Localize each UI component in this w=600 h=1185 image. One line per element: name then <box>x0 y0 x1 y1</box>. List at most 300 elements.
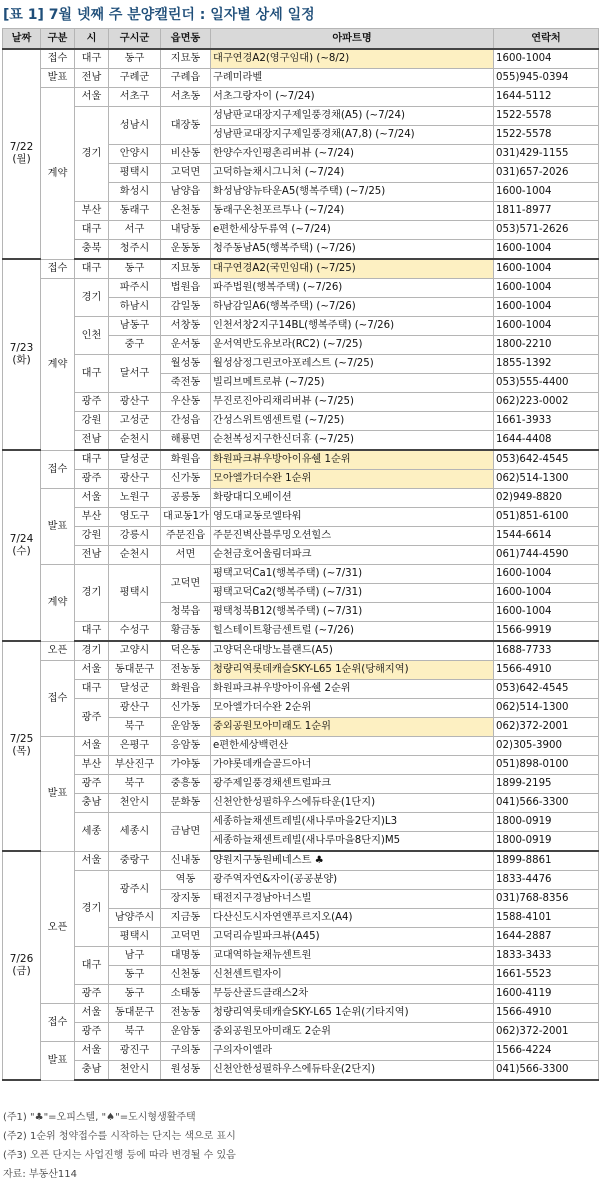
apartment-cell: 중외공원모아미래도 1순위 <box>211 718 494 737</box>
contact-cell: 1899-2195 <box>494 775 599 794</box>
apartment-cell: 청량리역롯데캐슬SKY-L65 1순위(기타지역) <box>211 1004 494 1023</box>
district-cell: 노원구 <box>109 489 161 508</box>
contact-cell: 041)566-3300 <box>494 794 599 813</box>
contact-cell: 02)949-8820 <box>494 489 599 508</box>
contact-cell: 041)566-3300 <box>494 1061 599 1081</box>
city-cell: 대구 <box>75 221 109 240</box>
district-cell: 평택시 <box>109 928 161 947</box>
town-cell: 지묘동 <box>161 259 211 279</box>
contact-cell: 062)372-2001 <box>494 718 599 737</box>
district-cell: 동구 <box>109 985 161 1004</box>
district-cell: 동구 <box>109 49 161 69</box>
table-row <box>3 699 599 718</box>
table-row <box>3 412 599 431</box>
contact-cell: 1600-1004 <box>494 240 599 260</box>
apartment-cell: 평택청북B12(행복주택) (~7/31) <box>211 603 494 622</box>
apartment-cell: 중외공원모아미래도 2순위 <box>211 1023 494 1042</box>
town-cell: 대교동1가 <box>161 508 211 527</box>
apartment-cell: 서초그랑자이 (~7/24) <box>211 88 494 107</box>
table-row <box>3 622 599 642</box>
footnotes <box>3 1108 236 1184</box>
footnote-3: (주3) 오픈 단지는 사업진행 등에 따라 변경될 수 있음 <box>3 1150 236 1161</box>
header-district: 구시군 <box>109 29 161 50</box>
district-cell: 세종시 <box>109 813 161 852</box>
district-cell: 중랑구 <box>109 851 161 871</box>
type-cell: 접수 <box>41 450 75 489</box>
table-row <box>3 107 599 126</box>
apartment-cell: 간성스위트엠센트럴 (~7/25) <box>211 412 494 431</box>
town-cell: 지묘동 <box>161 49 211 69</box>
town-cell: 황금동 <box>161 622 211 642</box>
header-date: 날짜 <box>3 29 41 50</box>
city-cell: 경기 <box>75 107 109 202</box>
district-cell: 하남시 <box>109 298 161 317</box>
apartment-cell: 순천금호어울림더파크 <box>211 546 494 565</box>
city-cell: 부산 <box>75 756 109 775</box>
apartment-cell: 하남감일A6(행복주택) (~7/26) <box>211 298 494 317</box>
apartment-cell: 태전지구경남아너스빌 <box>211 890 494 909</box>
district-cell: 평택시 <box>109 164 161 183</box>
table-row <box>3 450 599 470</box>
district-cell: 남동구 <box>109 317 161 336</box>
day-group <box>3 450 599 641</box>
contact-cell: 1600-1004 <box>494 317 599 336</box>
type-cell: 계약 <box>41 88 75 260</box>
table-row <box>3 546 599 565</box>
apartment-cell: 순천복성지구한신더휴 (~7/25) <box>211 431 494 451</box>
district-cell: 은평구 <box>109 737 161 756</box>
header-town: 읍면동 <box>161 29 211 50</box>
apartment-cell: 청량리역롯데캐슬SKY-L65 1순위(당해지역) <box>211 661 494 680</box>
apartment-cell: 신천안한성필하우스에듀타운(1단지) <box>211 794 494 813</box>
table-row <box>3 279 599 298</box>
contact-cell: 1600-1004 <box>494 259 599 279</box>
district-cell: 영도구 <box>109 508 161 527</box>
schedule-table-wrap <box>2 28 598 1081</box>
district-cell: 서초구 <box>109 88 161 107</box>
day-group <box>3 49 599 259</box>
table-row <box>3 680 599 699</box>
city-cell: 충북 <box>75 240 109 260</box>
city-cell: 서울 <box>75 737 109 756</box>
city-cell: 대구 <box>75 355 109 393</box>
town-cell: 해룡면 <box>161 431 211 451</box>
city-cell: 대구 <box>75 450 109 470</box>
city-cell: 서울 <box>75 1004 109 1023</box>
city-cell: 경기 <box>75 565 109 622</box>
town-cell: 비산동 <box>161 145 211 164</box>
district-cell: 광산구 <box>109 699 161 718</box>
district-cell: 달성군 <box>109 680 161 699</box>
district-cell: 북구 <box>109 775 161 794</box>
contact-cell: 1833-4476 <box>494 871 599 890</box>
apartment-cell: 운서역반도유보라(RC2) (~7/25) <box>211 336 494 355</box>
apartment-cell: 신천센트럴자이 <box>211 966 494 985</box>
table-row <box>3 431 599 451</box>
type-cell: 발표 <box>41 737 75 852</box>
district-cell: 광산구 <box>109 470 161 489</box>
city-cell: 광주 <box>75 470 109 489</box>
city-cell: 경기 <box>75 279 109 317</box>
town-cell: 신천동 <box>161 966 211 985</box>
table-row <box>3 527 599 546</box>
contact-cell: 1855-1392 <box>494 355 599 374</box>
city-cell: 부산 <box>75 202 109 221</box>
contact-cell: 051)898-0100 <box>494 756 599 775</box>
contact-cell: 062)514-1300 <box>494 470 599 489</box>
table-row <box>3 794 599 813</box>
table-row <box>3 565 599 584</box>
town-cell: 서창동 <box>161 317 211 336</box>
town-cell: 고덕면 <box>161 928 211 947</box>
apartment-cell: 화성남양뉴타운A5(행복주택) (~7/25) <box>211 183 494 202</box>
contact-cell: 031)657-2026 <box>494 164 599 183</box>
type-cell: 오픈 <box>41 851 75 1004</box>
apartment-cell: 인천서창2지구14BL(행복주택) (~7/26) <box>211 317 494 336</box>
town-cell: 공릉동 <box>161 489 211 508</box>
apartment-cell: 가야롯데캐슬골드아너 <box>211 756 494 775</box>
table-row <box>3 985 599 1004</box>
town-cell: 간성읍 <box>161 412 211 431</box>
apartment-cell: 교대역하늘채뉴센트원 <box>211 947 494 966</box>
district-cell: 남양주시 <box>109 909 161 928</box>
date-cell: 7/22 (월) <box>3 49 41 259</box>
district-cell: 광진구 <box>109 1042 161 1061</box>
schedule-table <box>2 28 599 1081</box>
apartment-cell: 화원파크뷰우방아이유쉘 2순위 <box>211 680 494 699</box>
town-cell: 운암동 <box>161 718 211 737</box>
town-cell: 가야동 <box>161 756 211 775</box>
header-city: 시 <box>75 29 109 50</box>
contact-cell: 062)514-1300 <box>494 699 599 718</box>
city-cell: 대구 <box>75 622 109 642</box>
contact-cell: 051)851-6100 <box>494 508 599 527</box>
footnote-2: (주2) 1순위 청약접수를 시작하는 단지는 색으로 표시 <box>3 1131 236 1142</box>
table-row <box>3 489 599 508</box>
table-row <box>3 756 599 775</box>
town-cell: 응암동 <box>161 737 211 756</box>
town-cell: 대명동 <box>161 947 211 966</box>
city-cell: 광주 <box>75 985 109 1004</box>
contact-cell: 1800-0919 <box>494 832 599 852</box>
contact-cell: 1600-1004 <box>494 603 599 622</box>
contact-cell: 1566-9919 <box>494 622 599 642</box>
header-type: 구분 <box>41 29 75 50</box>
contact-cell: 1600-1004 <box>494 49 599 69</box>
apartment-cell: 월성삼정그린코아포레스트 (~7/25) <box>211 355 494 374</box>
table-row <box>3 317 599 336</box>
table-row <box>3 1004 599 1023</box>
contact-cell: 1811-8977 <box>494 202 599 221</box>
town-cell: 신가동 <box>161 699 211 718</box>
table-row <box>3 1023 599 1042</box>
page-title: [표 1] 7월 넷째 주 분양캘린더 : 일자별 상세 일정 <box>3 7 315 23</box>
contact-cell: 053)642-4545 <box>494 680 599 699</box>
contact-cell: 1600-1004 <box>494 183 599 202</box>
contact-cell: 1600-1004 <box>494 279 599 298</box>
town-cell: 온천동 <box>161 202 211 221</box>
city-cell: 대구 <box>75 947 109 985</box>
town-cell: 서초동 <box>161 88 211 107</box>
contact-cell: 062)223-0002 <box>494 393 599 412</box>
town-cell: 고덕면 <box>161 164 211 183</box>
day-group <box>3 259 599 450</box>
apartment-cell: 성남판교대장지구제일풍경채(A5) (~7/24) <box>211 107 494 126</box>
apartment-cell: 고덕리슈빌파크뷰(A45) <box>211 928 494 947</box>
type-cell: 접수 <box>41 1004 75 1042</box>
town-cell: 장지동 <box>161 890 211 909</box>
contact-cell: 1800-0919 <box>494 813 599 832</box>
district-cell: 중구 <box>109 336 161 355</box>
contact-cell: 1544-6614 <box>494 527 599 546</box>
contact-cell: 1522-5578 <box>494 107 599 126</box>
district-cell: 동구 <box>109 259 161 279</box>
date-cell: 7/23 (화) <box>3 259 41 450</box>
table-row <box>3 775 599 794</box>
town-cell: 내당동 <box>161 221 211 240</box>
district-cell: 강릉시 <box>109 527 161 546</box>
city-cell: 서울 <box>75 489 109 508</box>
type-cell: 접수 <box>41 661 75 737</box>
contact-cell: 1600-1004 <box>494 584 599 603</box>
contact-cell: 053)642-4545 <box>494 450 599 470</box>
town-cell: 법원읍 <box>161 279 211 298</box>
table-row <box>3 470 599 489</box>
town-cell: 역동 <box>161 871 211 890</box>
table-row <box>3 88 599 107</box>
district-cell: 동대문구 <box>109 661 161 680</box>
apartment-cell: 파주법원(행복주택) (~7/26) <box>211 279 494 298</box>
apartment-cell: 대구연경A2(영구임대) (~8/2) <box>211 49 494 69</box>
town-cell: 문화동 <box>161 794 211 813</box>
table-row <box>3 221 599 240</box>
district-cell: 구례군 <box>109 69 161 88</box>
district-cell: 달서구 <box>109 355 161 393</box>
city-cell: 부산 <box>75 508 109 527</box>
city-cell: 강원 <box>75 412 109 431</box>
district-cell: 광산구 <box>109 393 161 412</box>
apartment-cell: 무진로진아리채리버뷰 (~7/25) <box>211 393 494 412</box>
district-cell: 성남시 <box>109 107 161 145</box>
apartment-cell: 화원파크뷰우방아이유쉘 1순위 <box>211 450 494 470</box>
table-row <box>3 69 599 88</box>
town-cell: 남양읍 <box>161 183 211 202</box>
date-cell: 7/24 (수) <box>3 450 41 641</box>
town-cell: 신가동 <box>161 470 211 489</box>
district-cell: 광주시 <box>109 871 161 909</box>
table-row <box>3 1042 599 1061</box>
city-cell: 서울 <box>75 661 109 680</box>
contact-cell: 031)429-1155 <box>494 145 599 164</box>
town-cell: 대장동 <box>161 107 211 145</box>
apartment-cell: 대구연경A2(국민임대) (~7/25) <box>211 259 494 279</box>
table-row <box>3 259 599 279</box>
district-cell: 고성군 <box>109 412 161 431</box>
town-cell: 지금동 <box>161 909 211 928</box>
city-cell: 서울 <box>75 88 109 107</box>
date-cell: 7/25 (목) <box>3 641 41 851</box>
type-cell: 계약 <box>41 279 75 451</box>
apartment-cell: 평택고덕Ca1(행복주택) (~7/31) <box>211 565 494 584</box>
district-cell: 평택시 <box>109 565 161 622</box>
town-cell: 주문진읍 <box>161 527 211 546</box>
table-row <box>3 641 599 661</box>
district-cell: 화성시 <box>109 183 161 202</box>
apartment-cell: 세종하늘채센트레빌(새나루마을2단지)L3 <box>211 813 494 832</box>
district-cell: 청주시 <box>109 240 161 260</box>
contact-cell: 1800-2210 <box>494 336 599 355</box>
header-apartment: 아파트명 <box>211 29 494 50</box>
district-cell: 천안시 <box>109 1061 161 1081</box>
contact-cell: 1600-1004 <box>494 565 599 584</box>
town-cell: 월성동 <box>161 355 211 374</box>
table-header <box>3 29 599 50</box>
town-cell: 금남면 <box>161 813 211 852</box>
type-cell: 발표 <box>41 489 75 565</box>
contact-cell: 061)744-4590 <box>494 546 599 565</box>
city-cell: 서울 <box>75 1042 109 1061</box>
contact-cell: 1566-4224 <box>494 1042 599 1061</box>
town-cell: 화원읍 <box>161 450 211 470</box>
type-cell: 계약 <box>41 565 75 642</box>
city-cell: 광주 <box>75 775 109 794</box>
district-cell: 파주시 <box>109 279 161 298</box>
contact-cell: 1899-8861 <box>494 851 599 871</box>
type-cell: 접수 <box>41 49 75 69</box>
apartment-cell: 구례미라벨 <box>211 69 494 88</box>
table-row <box>3 737 599 756</box>
district-cell: 부산진구 <box>109 756 161 775</box>
contact-cell: 053)555-4400 <box>494 374 599 393</box>
town-cell: 서면 <box>161 546 211 565</box>
apartment-cell: 힐스테이트황금센트럴 (~7/26) <box>211 622 494 642</box>
table-row <box>3 202 599 221</box>
apartment-cell: 성남판교대장지구제일풍경채(A7,8) (~7/24) <box>211 126 494 145</box>
apartment-cell: 세종하늘채센트레빌(새나루마을8단지)M5 <box>211 832 494 852</box>
table-row <box>3 1061 599 1081</box>
apartment-cell: 광주제일풍경채센트럴파크 <box>211 775 494 794</box>
district-cell: 천안시 <box>109 794 161 813</box>
type-cell: 오픈 <box>41 641 75 661</box>
apartment-cell: 영도대교동로엘타워 <box>211 508 494 527</box>
district-cell: 수성구 <box>109 622 161 642</box>
city-cell: 충남 <box>75 794 109 813</box>
contact-cell: 1833-3433 <box>494 947 599 966</box>
contact-cell: 1661-3933 <box>494 412 599 431</box>
table-row <box>3 240 599 260</box>
apartment-cell: 양원지구동원베네스트 ♣ <box>211 851 494 871</box>
district-cell: 동대문구 <box>109 1004 161 1023</box>
apartment-cell: 다산신도시자연앤푸르지오(A4) <box>211 909 494 928</box>
town-cell: 원성동 <box>161 1061 211 1081</box>
type-cell: 접수 <box>41 259 75 279</box>
apartment-cell: 모아엘가더수완 1순위 <box>211 470 494 489</box>
apartment-cell: 동래구온천포르투나 (~7/24) <box>211 202 494 221</box>
town-cell: 신내동 <box>161 851 211 871</box>
city-cell: 강원 <box>75 527 109 546</box>
contact-cell: 02)305-3900 <box>494 737 599 756</box>
apartment-cell: e편한세상백련산 <box>211 737 494 756</box>
apartment-cell: 모아엘가더수완 2순위 <box>211 699 494 718</box>
apartment-cell: 고덕하늘채시그니처 (~7/24) <box>211 164 494 183</box>
contact-cell: 1644-2887 <box>494 928 599 947</box>
city-cell: 대구 <box>75 680 109 699</box>
city-cell: 경기 <box>75 871 109 947</box>
town-cell: 구의동 <box>161 1042 211 1061</box>
town-cell: 죽전동 <box>161 374 211 393</box>
header-contact: 연락처 <box>494 29 599 50</box>
city-cell: 전남 <box>75 69 109 88</box>
type-cell: 발표 <box>41 69 75 88</box>
town-cell: 소태동 <box>161 985 211 1004</box>
contact-cell: 055)945-0394 <box>494 69 599 88</box>
table-row <box>3 508 599 527</box>
apartment-cell: 한양수자인평촌리버뷰 (~7/24) <box>211 145 494 164</box>
city-cell: 전남 <box>75 546 109 565</box>
apartment-cell: 화랑대디오베이션 <box>211 489 494 508</box>
contact-cell: 1661-5523 <box>494 966 599 985</box>
apartment-cell: e편한세상두류역 (~7/24) <box>211 221 494 240</box>
town-cell: 감일동 <box>161 298 211 317</box>
district-cell: 순천시 <box>109 546 161 565</box>
city-cell: 광주 <box>75 393 109 412</box>
table-row <box>3 355 599 374</box>
town-cell: 운동동 <box>161 240 211 260</box>
district-cell: 남구 <box>109 947 161 966</box>
table-row <box>3 813 599 832</box>
apartment-cell: 청주동남A5(행복주택) (~7/26) <box>211 240 494 260</box>
apartment-cell: 주문진벽산블루밍오션힐스 <box>211 527 494 546</box>
day-group <box>3 851 599 1080</box>
contact-cell: 031)768-8356 <box>494 890 599 909</box>
type-cell: 발표 <box>41 1042 75 1081</box>
contact-cell: 053)571-2626 <box>494 221 599 240</box>
town-cell: 우산동 <box>161 393 211 412</box>
town-cell: 전농동 <box>161 661 211 680</box>
town-cell: 덕은동 <box>161 641 211 661</box>
city-cell: 세종 <box>75 813 109 852</box>
contact-cell: 062)372-2001 <box>494 1023 599 1042</box>
table-row <box>3 947 599 966</box>
city-cell: 대구 <box>75 259 109 279</box>
town-cell: 운서동 <box>161 336 211 355</box>
apartment-cell: 평택고덕Ca2(행복주택) (~7/31) <box>211 584 494 603</box>
day-group <box>3 641 599 851</box>
table-row <box>3 393 599 412</box>
district-cell: 북구 <box>109 1023 161 1042</box>
apartment-cell: 구의자이엘라 <box>211 1042 494 1061</box>
apartment-cell: 고양덕은대방노블랜드(A5) <box>211 641 494 661</box>
town-cell: 전농동 <box>161 1004 211 1023</box>
city-cell: 충남 <box>75 1061 109 1081</box>
district-cell: 북구 <box>109 718 161 737</box>
district-cell: 순천시 <box>109 431 161 451</box>
source-note: 자료: 부동산114 <box>3 1169 77 1180</box>
city-cell: 대구 <box>75 49 109 69</box>
date-cell: 7/26 (금) <box>3 851 41 1080</box>
district-cell: 동구 <box>109 966 161 985</box>
city-cell: 서울 <box>75 851 109 871</box>
apartment-cell: 신천안한성필하우스에듀타운(2단지) <box>211 1061 494 1081</box>
contact-cell: 1644-4408 <box>494 431 599 451</box>
city-cell: 인천 <box>75 317 109 355</box>
district-cell: 서구 <box>109 221 161 240</box>
district-cell: 동래구 <box>109 202 161 221</box>
contact-cell: 1566-4910 <box>494 1004 599 1023</box>
contact-cell: 1688-7733 <box>494 641 599 661</box>
contact-cell: 1588-4101 <box>494 909 599 928</box>
city-cell: 광주 <box>75 1023 109 1042</box>
